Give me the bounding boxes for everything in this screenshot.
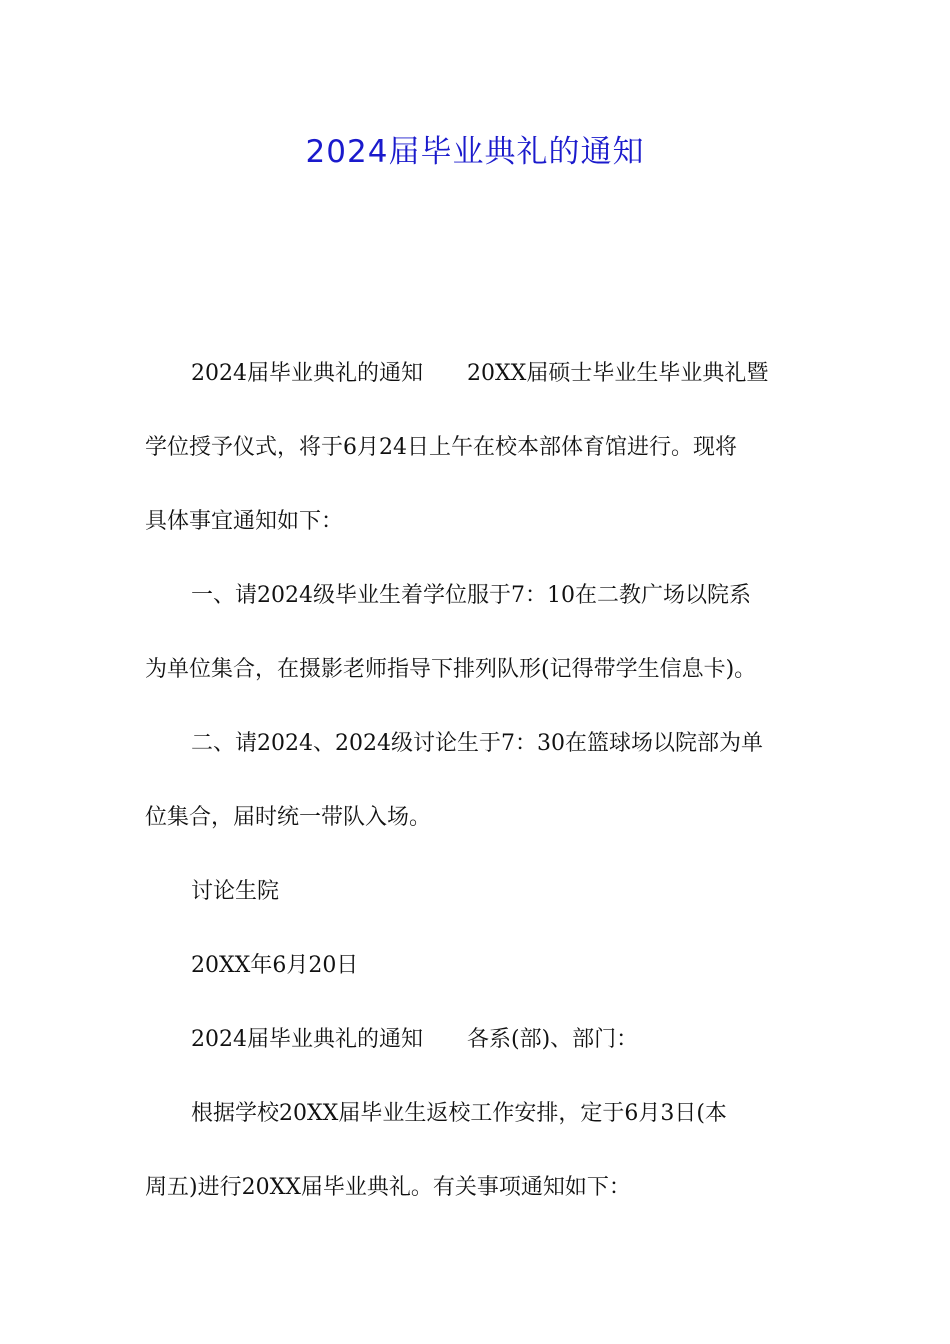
paragraph-text: 根据学校20XX届毕业生返校工作安排，定于6月3日(本 xyxy=(191,1101,727,1126)
paragraph-text: 各系(部)、部门： xyxy=(467,1027,639,1052)
document-title: 2024届毕业典礼的通知 xyxy=(305,134,645,170)
paragraph-text: 周五)进行20XX届毕业典礼。有关事项通知如下： xyxy=(145,1175,631,1200)
date-line xyxy=(145,929,810,1003)
paragraph-line xyxy=(145,337,810,411)
paragraph-line xyxy=(145,485,810,559)
paragraph-line xyxy=(145,559,810,633)
paragraph-line xyxy=(145,1077,810,1151)
signature-line xyxy=(145,855,810,929)
paragraph-line xyxy=(145,633,810,707)
paragraph-text: 为单位集合，在摄影老师指导下排列队形(记得带学生信息卡)。 xyxy=(145,657,757,682)
paragraph-line xyxy=(145,411,810,485)
paragraph-text: 具体事宜通知如下： xyxy=(145,509,344,534)
signature-org: 讨论生院 xyxy=(191,879,280,904)
notice-heading-inline: 2024届毕业典礼的通知 xyxy=(191,1027,423,1052)
paragraph-line xyxy=(145,781,810,855)
paragraph-text: 学位授予仪式，将于6月24日上午在校本部体育馆进行。现将 xyxy=(145,435,737,460)
paragraph-text: 一、请2024级毕业生着学位服于7：10在二教广场以院系 xyxy=(191,583,751,608)
paragraph-text: 二、请2024、2024级讨论生于7：30在篮球场以院部为单 xyxy=(191,731,763,756)
document-body xyxy=(145,337,810,1225)
paragraph-line xyxy=(145,1003,810,1077)
paragraph-line xyxy=(145,1151,810,1225)
paragraph-text: 20XX届硕士毕业生毕业典礼暨 xyxy=(467,361,769,386)
signature-date: 20XX年6月20日 xyxy=(191,953,359,978)
paragraph-text: 位集合，届时统一带队入场。 xyxy=(145,805,432,830)
paragraph-line xyxy=(145,707,810,781)
notice-heading-inline: 2024届毕业典礼的通知 xyxy=(191,361,423,386)
